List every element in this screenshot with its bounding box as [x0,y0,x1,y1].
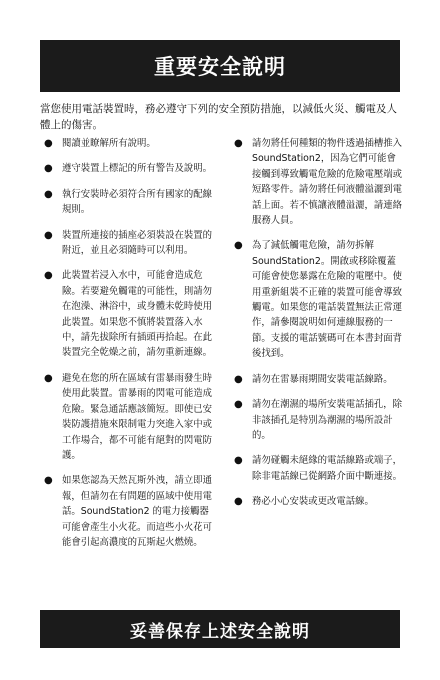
safety-item-text: 請勿將任何種類的物件透過插槽推入 SoundStation2，因為它們可能會接觸到導致觸電危險的危險電壓端或短路零件。請勿將任何液體溢灑到電話上面。若不慎讓液體溢灑，請連絡服務人員。 [252,138,403,227]
safety-item-text: 請勿在雷暴雨期間安裝電話線路。 [252,373,393,385]
footer-banner [40,610,400,648]
safety-item [40,473,214,550]
intro-paragraph: 當您使用電話裝置時，務必遵守下列的安全預防措施，以減低火災、觸電及人體上的傷害。 [40,103,397,131]
safety-item-text: 請勿在潮濕的場所安裝電話插孔，除非該插孔是特別為潮濕的場所設計的。 [252,399,403,441]
bullet-icon: ● [234,455,243,467]
safety-item [230,397,404,443]
bullet-icon: ● [234,373,243,385]
safety-item [40,228,214,259]
safety-item [40,161,214,176]
bullet-icon: ● [234,399,243,411]
safety-item-text: 避免在您的所在區域有雷暴雨發生時使用此裝置。雷暴雨的閃電可能造成危險。緊急通話應該簡短。即使已安裝防護措施來限制電力突進入家中或工作場合，都不可能有絕對的閃電防護。 [62,372,213,461]
safety-item [40,371,214,463]
right-safety-list [230,136,404,520]
bullet-icon: ● [44,475,53,487]
left-safety-list [40,136,214,560]
safety-item [230,136,404,228]
bullet-icon: ● [44,270,53,282]
safety-item-text: 為了減低觸電危險，請勿拆解 SoundStation2。開啟或移除覆蓋可能會使您暴露在危險的電壓中。使用重新組裝不正確的裝置可能會導致觸電。如果您的電話裝置無法正常運作，請參閱說明如何連線服務的一節。支援的電話號碼可在本書封面背後找到。 [252,240,403,360]
safety-item [40,187,214,218]
bullet-icon: ● [44,163,53,175]
safety-item [40,136,214,151]
bullet-icon: ● [234,496,243,508]
safety-item [40,268,214,360]
bullet-icon: ● [44,188,53,200]
safety-item-text: 遵守裝置上標記的所有警告及說明。 [62,163,213,175]
bullet-icon: ● [44,229,53,241]
title-banner [40,40,400,92]
footer-title: 妥善保存上述安全說明 [130,621,310,642]
bullet-icon: ● [44,372,53,384]
bullet-icon: ● [234,240,243,252]
safety-item-text: 請勿碰觸未絕緣的電話線路或端子，除非電話線已從網路介面中斷連接。 [252,455,403,482]
safety-item-text: 裝置所連接的插座必須裝設在裝置的附近，並且必須隨時可以利用。 [62,229,213,257]
safety-item [230,372,404,387]
safety-item [230,238,404,361]
safety-item-text: 如果您認為天然瓦斯外洩，請立即通報，但請勿在有問題的區域中使用電話。SoundStation2 的電力接觸器可能會產生小火花。而這些小火花可能會引起高濃度的瓦斯起火燃燒。 [62,475,213,548]
page-title: 重要安全說明 [154,55,286,79]
safety-item-text: 此裝置若浸入水中，可能會造成危險。若要避免觸電的可能性，則請勿在泡澡、淋浴中，或身體未乾時使用此裝置。如果您不慎將裝置落入水中，請先拔除所有插頭再拾起。在此裝置完全乾燥之前，請勿重新連線。 [62,270,213,359]
safety-item [230,453,404,484]
safety-item-text: 閱讀並瞭解所有說明。 [62,138,156,149]
bullet-icon: ● [44,138,53,149]
bullet-icon: ● [234,138,243,149]
safety-item-text: 執行安裝時必須符合所有國家的配線規則。 [62,188,213,216]
safety-item [230,494,404,509]
safety-item-text: 務必小心安裝或更改電話線。 [252,496,374,508]
